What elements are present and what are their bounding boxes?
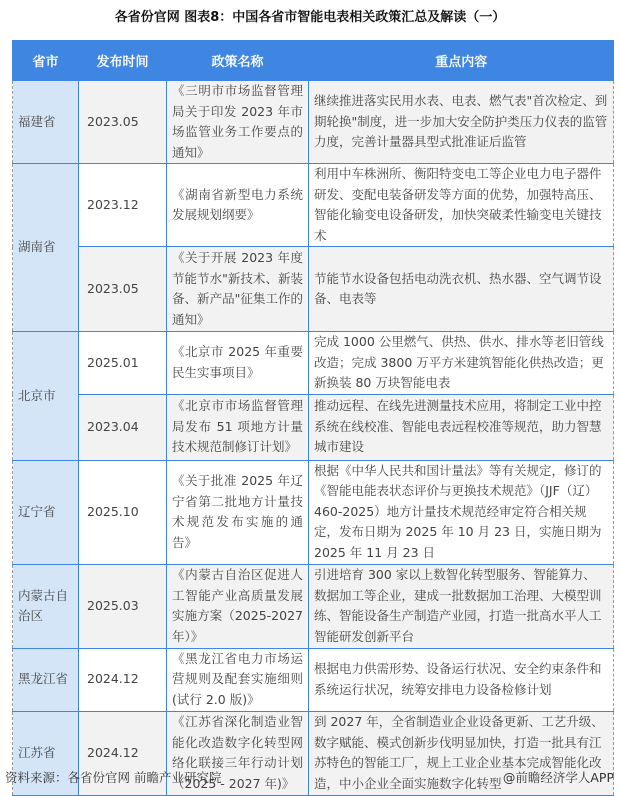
source-note: 资料来源：各省份官网 前瞻产业研究院: [5, 770, 222, 785]
policy-table: [12, 40, 614, 796]
date-cell: 2025.03: [79, 564, 167, 648]
content-cell: 引进培育 300 家以上数智化转型服务、智能算力、数据加工等企业，建成一批数据加工治理、大模型训练、智能设备生产制造产业园，打造一批高水平人工智能研发创新平台: [309, 564, 614, 648]
table-row: [13, 164, 614, 247]
header-date: 发布时间: [79, 40, 167, 81]
brand-credit: @前瞻经济学人APP: [502, 770, 614, 785]
province-cell: 福建省: [13, 81, 79, 164]
content-cell: 继续推进落实民用水表、电表、燃气表"首次检定、到期轮换"制度，进一步加大安全防护类压力仪表的监管力度，完善计量器具型式批准证后监管: [309, 81, 614, 164]
province-cell: 湖南省: [13, 164, 79, 332]
table-header-row: [13, 40, 614, 81]
date-cell: 2023.04: [79, 394, 167, 460]
header-key-content: 重点内容: [309, 40, 614, 81]
date-cell: 2023.05: [79, 247, 167, 332]
table-row: [13, 247, 614, 332]
content-cell: 根据电力供需形势、设备运行状况、安全约束条件和系统运行状况，统筹安排电力设备检修计划: [309, 648, 614, 711]
table-row: [13, 564, 614, 648]
province-cell: 内蒙古自治区: [13, 564, 79, 648]
province-cell: 黑龙江省: [13, 648, 79, 711]
date-cell: 2024.12: [79, 648, 167, 711]
date-cell: 2023.05: [79, 81, 167, 164]
date-cell: 2023.12: [79, 164, 167, 247]
content-cell: 到 2027 年，全省制造业企业设备更新、工艺升级、数字赋能、模式创新步伐明显加快，打造一批具有江苏特色的智能工厂，规上工业企业基本完成智能化改造，中小企业全面实施数字化转型: [309, 711, 614, 795]
province-cell: 江苏省: [13, 711, 79, 795]
policy-name-cell: 《关于开展 2023 年度节能节水"新技术、新装备、新产品"征集工作的通知》: [167, 247, 309, 332]
policy-name-cell: 《北京市 2025 年重要民生实事项目》: [167, 332, 309, 395]
policy-name-cell: 《关于批准 2025 年辽宁省第二批地方计量技术规范发布实施的通告》: [167, 460, 309, 564]
policy-name-cell: 《江苏省深化制造业智能化改造数字化转型网络化联接三年行动计划（2025 - 2027 年)》: [167, 711, 309, 795]
policy-name-cell: 《内蒙古自治区促进人工智能产业高质量发展实施方案（2025-2027年）》: [167, 564, 309, 648]
policy-name-cell: 《北京市市场监督管理局发布 51 项地方计量技术规范制修订计划》: [167, 394, 309, 460]
header-province: 省市: [13, 40, 79, 81]
table-row: [13, 460, 614, 564]
content-cell: 推动远程、在线先进测量技术应用，将制定工业中控系统在线校准、智能电表远程校准等规范，助力智慧城市建设: [309, 394, 614, 460]
policy-name-cell: 《湖南省新型电力系统发展规划纲要》: [167, 164, 309, 247]
policy-name-cell: 《黑龙江省电力市场运营规则及配套实施细则(试行 2.0 版)》: [167, 648, 309, 711]
date-cell: 2025.10: [79, 460, 167, 564]
content-cell: 完成 1000 公里燃气、供热、供水、排水等老旧管线改造；完成 3800 万平方米建筑智能化供热改造；更新换装 80 万块智能电表: [309, 332, 614, 395]
content-cell: 利用中车株洲所、衡阳特变电工等企业电力电子器件研发、变配电装备研发等方面的优势，加强特高压、智能化输变电设备研发，加快突破柔性输变电关键技术: [309, 164, 614, 247]
content-cell: 根据《中华人民共和国计量法》等有关规定，修订的《智能电能表状态评价与更换技术规范》（JJF（辽）460-2025）地方计量技术规范经审定符合相关规定，发布日期为 2025 年 10 月 23 日，实施日期为 2025 年 11 月 23 日: [309, 460, 614, 564]
date-cell: 2024.12: [79, 711, 167, 795]
table-row: [13, 332, 614, 395]
header-policy-name: 政策名称: [167, 40, 309, 81]
policy-name-cell: 《三明市市场监督管理局关于印发 2023 年市场监管业务工作要点的通知》: [167, 81, 309, 164]
date-cell: 2025.01: [79, 332, 167, 395]
province-cell: 辽宁省: [13, 460, 79, 564]
table-row: [13, 394, 614, 460]
province-cell: 北京市: [13, 332, 79, 461]
table-row: [13, 648, 614, 711]
page-title: 各省份官网 图表8：中国各省市智能电表相关政策汇总及解读（一）: [114, 10, 506, 25]
table-row: [13, 81, 614, 164]
content-cell: 节能节水设备包括电动洗衣机、热水器、空气调节设备、电表等: [309, 247, 614, 332]
